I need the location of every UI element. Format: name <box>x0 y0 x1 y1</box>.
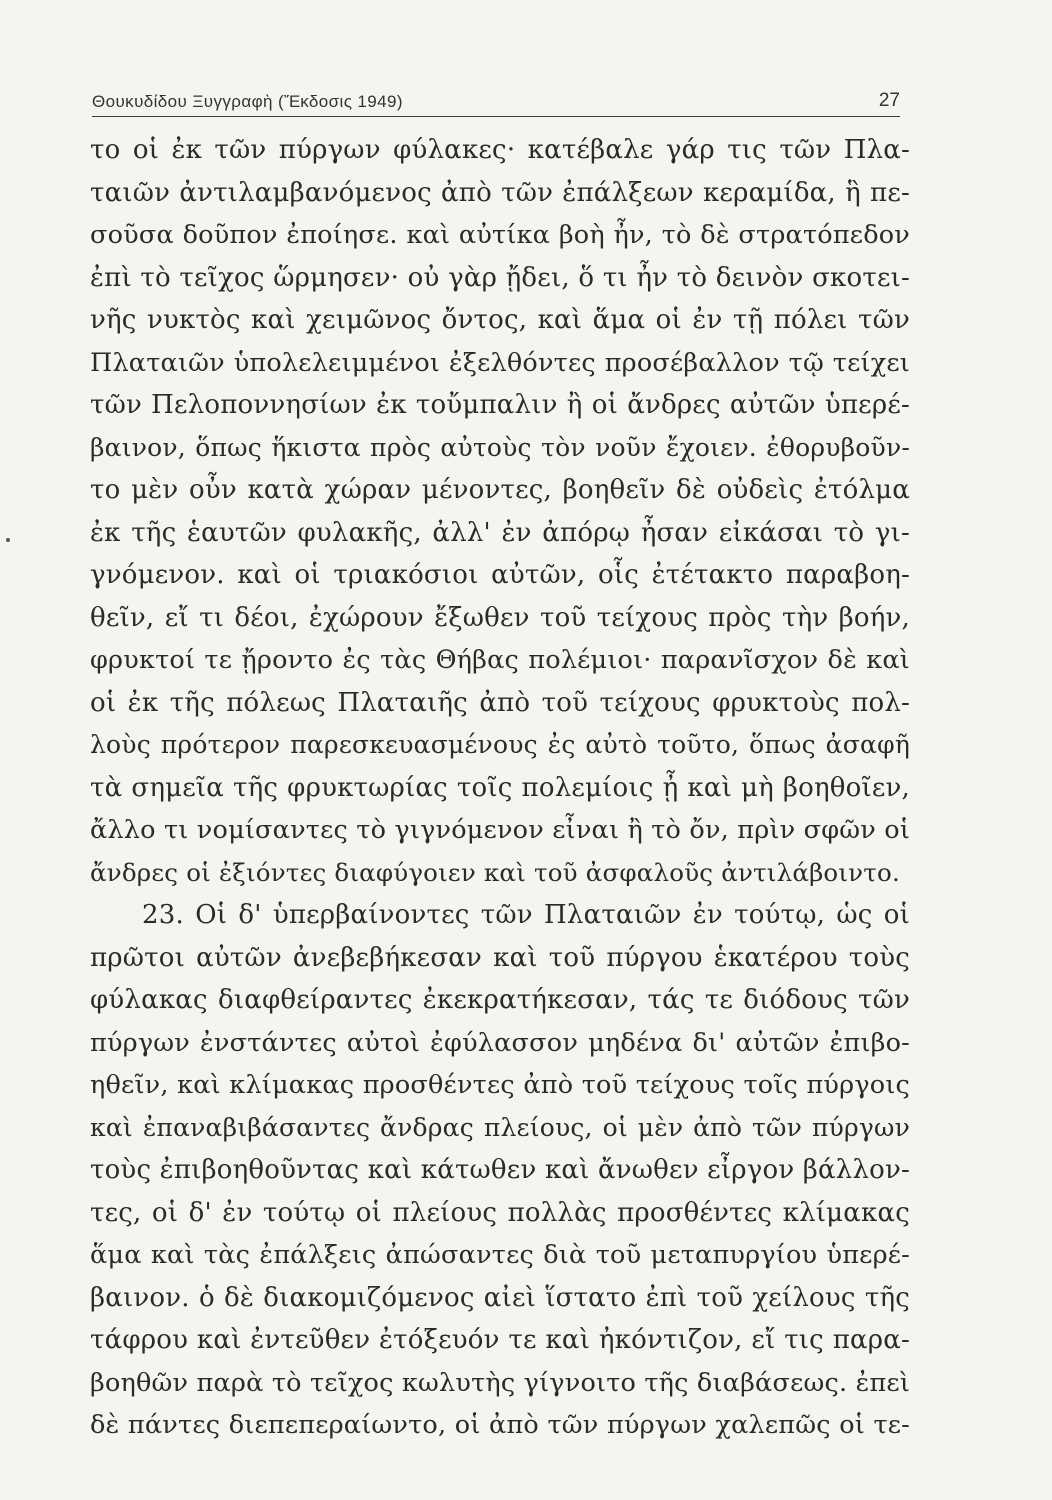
text-line: το οἱ ἐκ τῶν πύργων φύλακες· κατέβαλε γάρ τις τῶν Πλα- <box>90 135 910 165</box>
text-line: ἅμα καὶ τὰς ἐπάλξεις ἀπώσαντες διὰ τοῦ μεταπυργίου ὑπερέ- <box>90 1240 910 1270</box>
text-line: γνόμενον. καὶ οἱ τριακόσιοι αὐτῶν, οἷς ἐτέτακτο παραβοη- <box>90 560 910 590</box>
page-number: 27 <box>878 90 900 111</box>
text-line: φύλακας διαφθείραντες ἐκεκρατήκεσαν, τάς τε διόδους τῶν <box>90 985 910 1015</box>
text-line: σοῦσα δοῦπον ἐποίησε. καὶ αὐτίκα βοὴ ἦν, τὸ δὲ στρατόπεδον <box>90 220 910 250</box>
text-line: ηθεῖν, καὶ κλίμακας προσθέντες ἀπὸ τοῦ τείχους τοῖς πύργοις <box>90 1070 910 1100</box>
text-line: τάφρου καὶ ἐντεῦθεν ἐτόξευόν τε καὶ ἠκόντιζον, εἴ τις παρα- <box>90 1325 910 1355</box>
text-line: ταιῶν ἀντιλαμβανόμενος ἀπὸ τῶν ἐπάλξεων κεραμίδα, ἣ πε- <box>90 177 910 208</box>
text-line: τῶν Πελοποννησίων ἐκ τοὔμπαλιν ἢ οἱ ἄνδρες αὐτῶν ὑπερέ- <box>90 390 910 420</box>
text-line: ἄνδρες οἱ ἐξιόντες διαφύγοιεν καὶ τοῦ ἀσφαλοῦς ἀντιλάβοιντο. <box>90 857 900 887</box>
text-line: φρυκτοί τε ᾔροντο ἐς τὰς Θήβας πολέμιοι· παρανῖσχον δὲ καὶ <box>90 645 910 675</box>
text-line: πρῶτοι αὐτῶν ἀνεβεβήκεσαν καὶ τοῦ πύργου ἑκατέρου τοὺς <box>90 942 910 973</box>
margin-dot <box>6 538 10 542</box>
text-line: ἐπὶ τὸ τεῖχος ὥρμησεν· οὐ γὰρ ᾔδει, ὅ τι ἦν τὸ δεινὸν σκοτει- <box>90 262 910 293</box>
text-line: θεῖν, εἴ τι δέοι, ἐχώρουν ἔξωθεν τοῦ τείχους πρὸς τὴν βοήν, <box>90 602 910 633</box>
body-text <box>90 129 910 1447</box>
text-line: οἱ ἐκ τῆς πόλεως Πλαταιῆς ἀπὸ τοῦ τείχους φρυκτοὺς πολ- <box>90 687 910 718</box>
text-line: βαινον. ὁ δὲ διακομιζόμενος αἰεὶ ἵστατο ἐπὶ τοῦ χείλους τῆς <box>90 1282 910 1313</box>
text-line: το μὲν οὖν κατὰ χώραν μένοντες, βοηθεῖν δὲ οὐδεὶς ἐτόλμα <box>90 475 910 505</box>
text-line: ἄλλο τι νομίσαντες τὸ γιγνόμενον εἶναι ἢ τὸ ὄν, πρὶν σφῶν οἱ <box>90 815 911 845</box>
running-title: Θουκυδίδου Ξυγγραφὴ (Ἔκδοσις 1949) <box>92 92 403 111</box>
text-line: δὲ πάντες διεπεπεραίωντο, οἱ ἀπὸ τῶν πύργων χαλεπῶς οἱ τε- <box>90 1410 910 1440</box>
text-line: ἐκ τῆς ἑαυτῶν φυλακῆς, ἀλλ' ἐν ἀπόρῳ ἦσαν εἰκάσαι τὸ γι- <box>90 517 910 548</box>
chapter-start-line: 23. Οἱ δ' ὑπερβαίνοντες τῶν Πλαταιῶν ἐν τούτῳ, ὡς οἱ <box>142 900 910 930</box>
text-line: τοὺς ἐπιβοηθοῦντας καὶ κάτωθεν καὶ ἄνωθεν εἶργον βάλλον- <box>90 1155 910 1185</box>
text-line: τες, οἱ δ' ἐν τούτῳ οἱ πλείους πολλὰς προσθέντες κλίμακας <box>90 1197 910 1228</box>
text-line: νῆς νυκτὸς καὶ χειμῶνος ὄντος, καὶ ἅμα οἱ ἐν τῇ πόλει τῶν <box>90 305 910 335</box>
running-header <box>92 90 900 117</box>
text-line: βοηθῶν παρὰ τὸ τεῖχος κωλυτὴς γίγνοιτο τῆς διαβάσεως. ἐπεὶ <box>90 1367 911 1398</box>
text-line: λοὺς πρότερον παρεσκευασμένους ἐς αὐτὸ τοῦτο, ὅπως ἀσαφῆ <box>90 730 910 759</box>
text-line: βαινον, ὅπως ἥκιστα πρὸς αὐτοὺς τὸν νοῦν ἔχοιεν. ἐθορυβοῦν- <box>90 432 910 462</box>
text-line: Πλαταιῶν ὑπολελειμμένοι ἐξελθόντες προσέβαλλον τῷ τείχει <box>90 347 910 378</box>
text-line: πύργων ἐνστάντες αὐτοὶ ἐφύλασσον μηδένα δι' αὐτῶν ἐπιβο- <box>90 1027 910 1058</box>
text-line: καὶ ἐπαναβιβάσαντες ἄνδρας πλείους, οἱ μὲν ἀπὸ τῶν πύργων <box>90 1112 910 1142</box>
text-line: τὰ σημεῖα τῆς φρυκτωρίας τοῖς πολεμίοις ᾖ καὶ μὴ βοηθοῖεν, <box>90 772 910 803</box>
